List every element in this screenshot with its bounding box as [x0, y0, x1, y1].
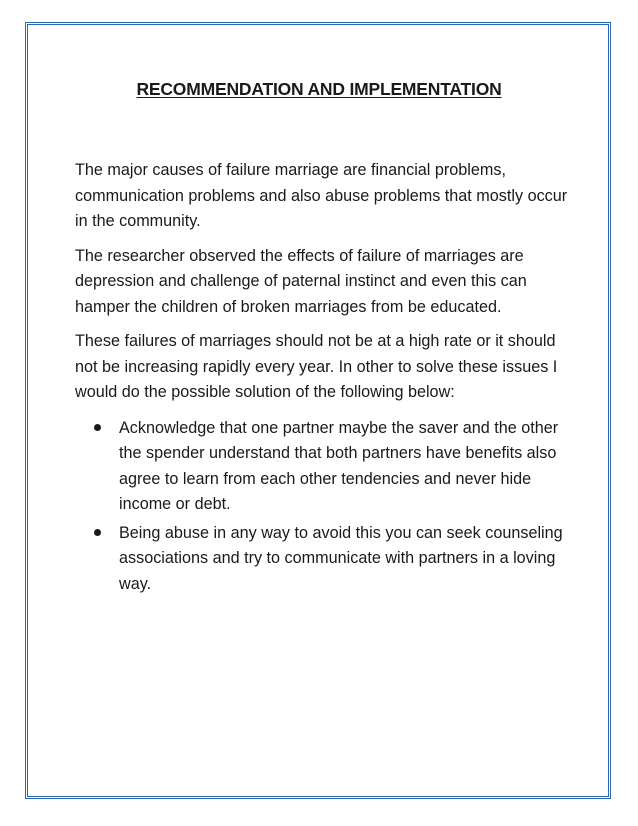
- paragraph-causes: The major causes of failure marriage are financial problems, communication problems and also abuse problems that mostly occur in the community.: [75, 161, 568, 230]
- paragraph-solutions-intro: These failures of marriages should not be at a high rate or it should not be increasing rapidly every year. In other to solve these issues I would do the possible solution of the following below:: [75, 332, 558, 401]
- page-title: RECOMMENDATION AND IMPLEMENTATION: [136, 79, 502, 99]
- list-item-text: Being abuse in any way to avoid this you can seek counseling associations and try to communicate with partners in a loving way.: [119, 523, 563, 593]
- list-item-text: Acknowledge that one partner maybe the saver and the other the spender understand that both partners have benefits also agree to learn from each other tendencies and never hide income or debt.: [119, 418, 559, 513]
- paragraph-effects: The researcher observed the effects of failure of marriages are depression and challenge of paternal instinct and even this can hamper the children of broken marriages from be educated.: [75, 246, 527, 316]
- list-item: [119, 416, 575, 518]
- list-item: [119, 521, 575, 598]
- bullet-icon: [94, 529, 101, 536]
- bullet-icon: [94, 424, 101, 431]
- document-body: [75, 158, 575, 600]
- solution-list: [75, 416, 575, 598]
